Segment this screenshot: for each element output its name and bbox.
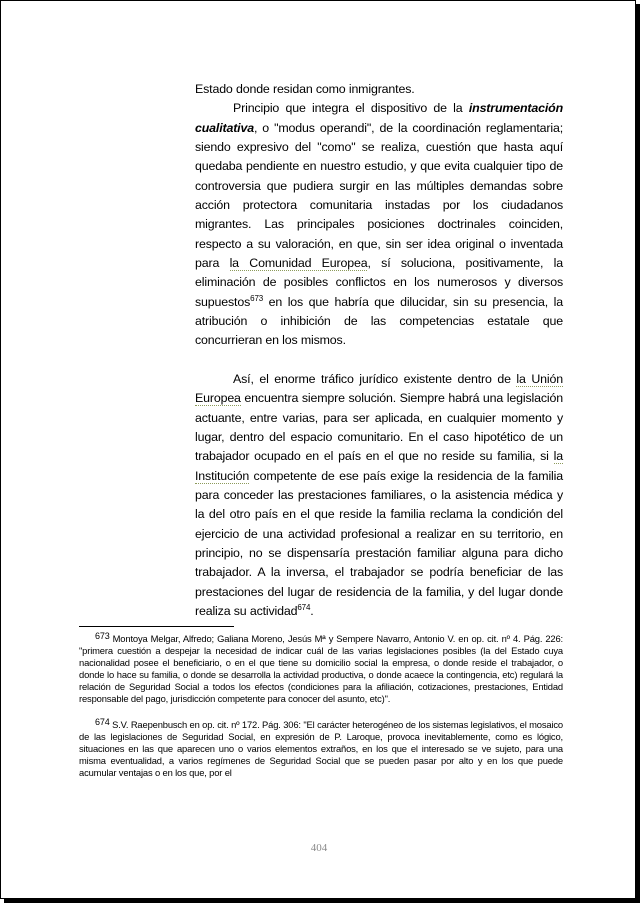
smart-tag-term: la Institución: [195, 449, 563, 483]
footnotes: [79, 633, 563, 779]
emphasis-term: instrumentación cualitativa: [195, 101, 563, 135]
footnote-separator: [79, 626, 234, 627]
paragraph-asi: [195, 370, 563, 621]
paragraph-text: encuentra siempre solución. Siempre habrá una legislación actuante, entre varias, para ser aplicada, en cualquier momento y lugar, dentro del espacio comunitario. En el caso hipotético de un trabajador ocupado en el país en el que no reside su familia, si: [195, 391, 563, 464]
footnote-ref-674[interactable]: 674: [297, 602, 311, 612]
footnote-674: [79, 716, 563, 779]
footnote-text: S.V. Raepenbusch en op. cit. nº 172. Pág. 306: "El carácter heterogéneo de los sistemas legislativos, el mosaico de las legislaciones de Seguridad Social, en expresión de P. Laroque, provoca inevitablemente, como es lógico, situaciones en las que aparecen uno o varios elementos extraños, en los que el interesado se ve sujeto, para una misma eventualidad, a varios regímenes de Seguridad Social que se pueden pasar por alto y en los que puede acumular ventajas o en los que, por el: [79, 718, 563, 778]
paragraph-continuation: Estado donde residan como inmigrantes.: [195, 82, 415, 96]
paragraph-principio: [195, 99, 563, 350]
footnote-673: [79, 633, 563, 706]
paragraph-text: Principio que integra el dispositivo de la: [233, 101, 469, 116]
body-text: [195, 80, 563, 621]
paragraph-text: .: [310, 603, 314, 618]
smart-tag-term: la Unión Europea: [195, 371, 563, 406]
paragraph-spacer: [195, 351, 563, 370]
paragraph-text: en los que habría que dilucidar, sin su presencia, la atribución o inhibición de las competencias estatale que concurrieran en los mismos.: [195, 294, 563, 348]
footnote-spacer: [79, 706, 563, 719]
paragraph-text: , sí soluciona, positivamente, la eliminación de posibles conflictos en los numerosos y diversos supuestos: [195, 256, 564, 309]
footnote-number: 673: [95, 631, 110, 641]
paragraph-text: competente de ese país exige la residencia de la familia para conceder las prestaciones familiares, o la asistencia médica y la del otro país en el que reside la familia reclama la condición del ejercicio de una actividad profesional a realizar en su territorio, en principio, no se dispensaría prestación familiar alguna para dicho trabajador. A la inversa, el trabajador se podría beneficiar de las prestaciones del lugar de residencia de la familia, y del lugar donde realiza su actividad: [195, 468, 563, 618]
footnote-number: 674: [95, 716, 110, 727]
page-number: 404: [310, 842, 328, 854]
paragraph-text: , o "modus operandi", de la coordinación reglamentaria; siendo expresivo del "como" se realiza, cuestión que hasta aquí quedaba pendiente en nuestro estudio, y que evita cualquier tipo de controversia que pudiera surgir en las múltiples demandas sobre acción protectora comunitaria instadas por los ciudadanos migrantes. Las principales posiciones doctrinales coinciden, respecto a su valoración, en que, sin ser idea original o inventada para: [195, 120, 563, 271]
paragraph-text: Así, el enorme tráfico jurídico existente dentro de: [233, 371, 517, 386]
footnote-text: Montoya Melgar, Alfredo; Galiana Moreno, Jesús Mª y Sempere Navarro, Antonio V. en op. cit. nº 4. Pág. 226: "primera cuestión a despejar la necesidad de indicar cuál de las varias legislaciones posibles (la del Estado cuya nacionalidad posee el beneficiario, o en el que tiene su domicilio social la empresa, o donde reside el trabajador, o donde lo hace su familia, o donde se desarrolla la actividad productiva, o donde acaece la contingencia, etc) regulará la relación de Seguridad Social a todos los efectos (condiciones para la afiliación, cotizaciones, prestaciones, Entidad responsable del pago, jurisdicción competente para conocer del asunto, etc)".: [79, 633, 563, 705]
footnote-ref-673[interactable]: 673: [250, 293, 264, 303]
smart-tag-term: la Comunidad Europea: [229, 256, 368, 271]
